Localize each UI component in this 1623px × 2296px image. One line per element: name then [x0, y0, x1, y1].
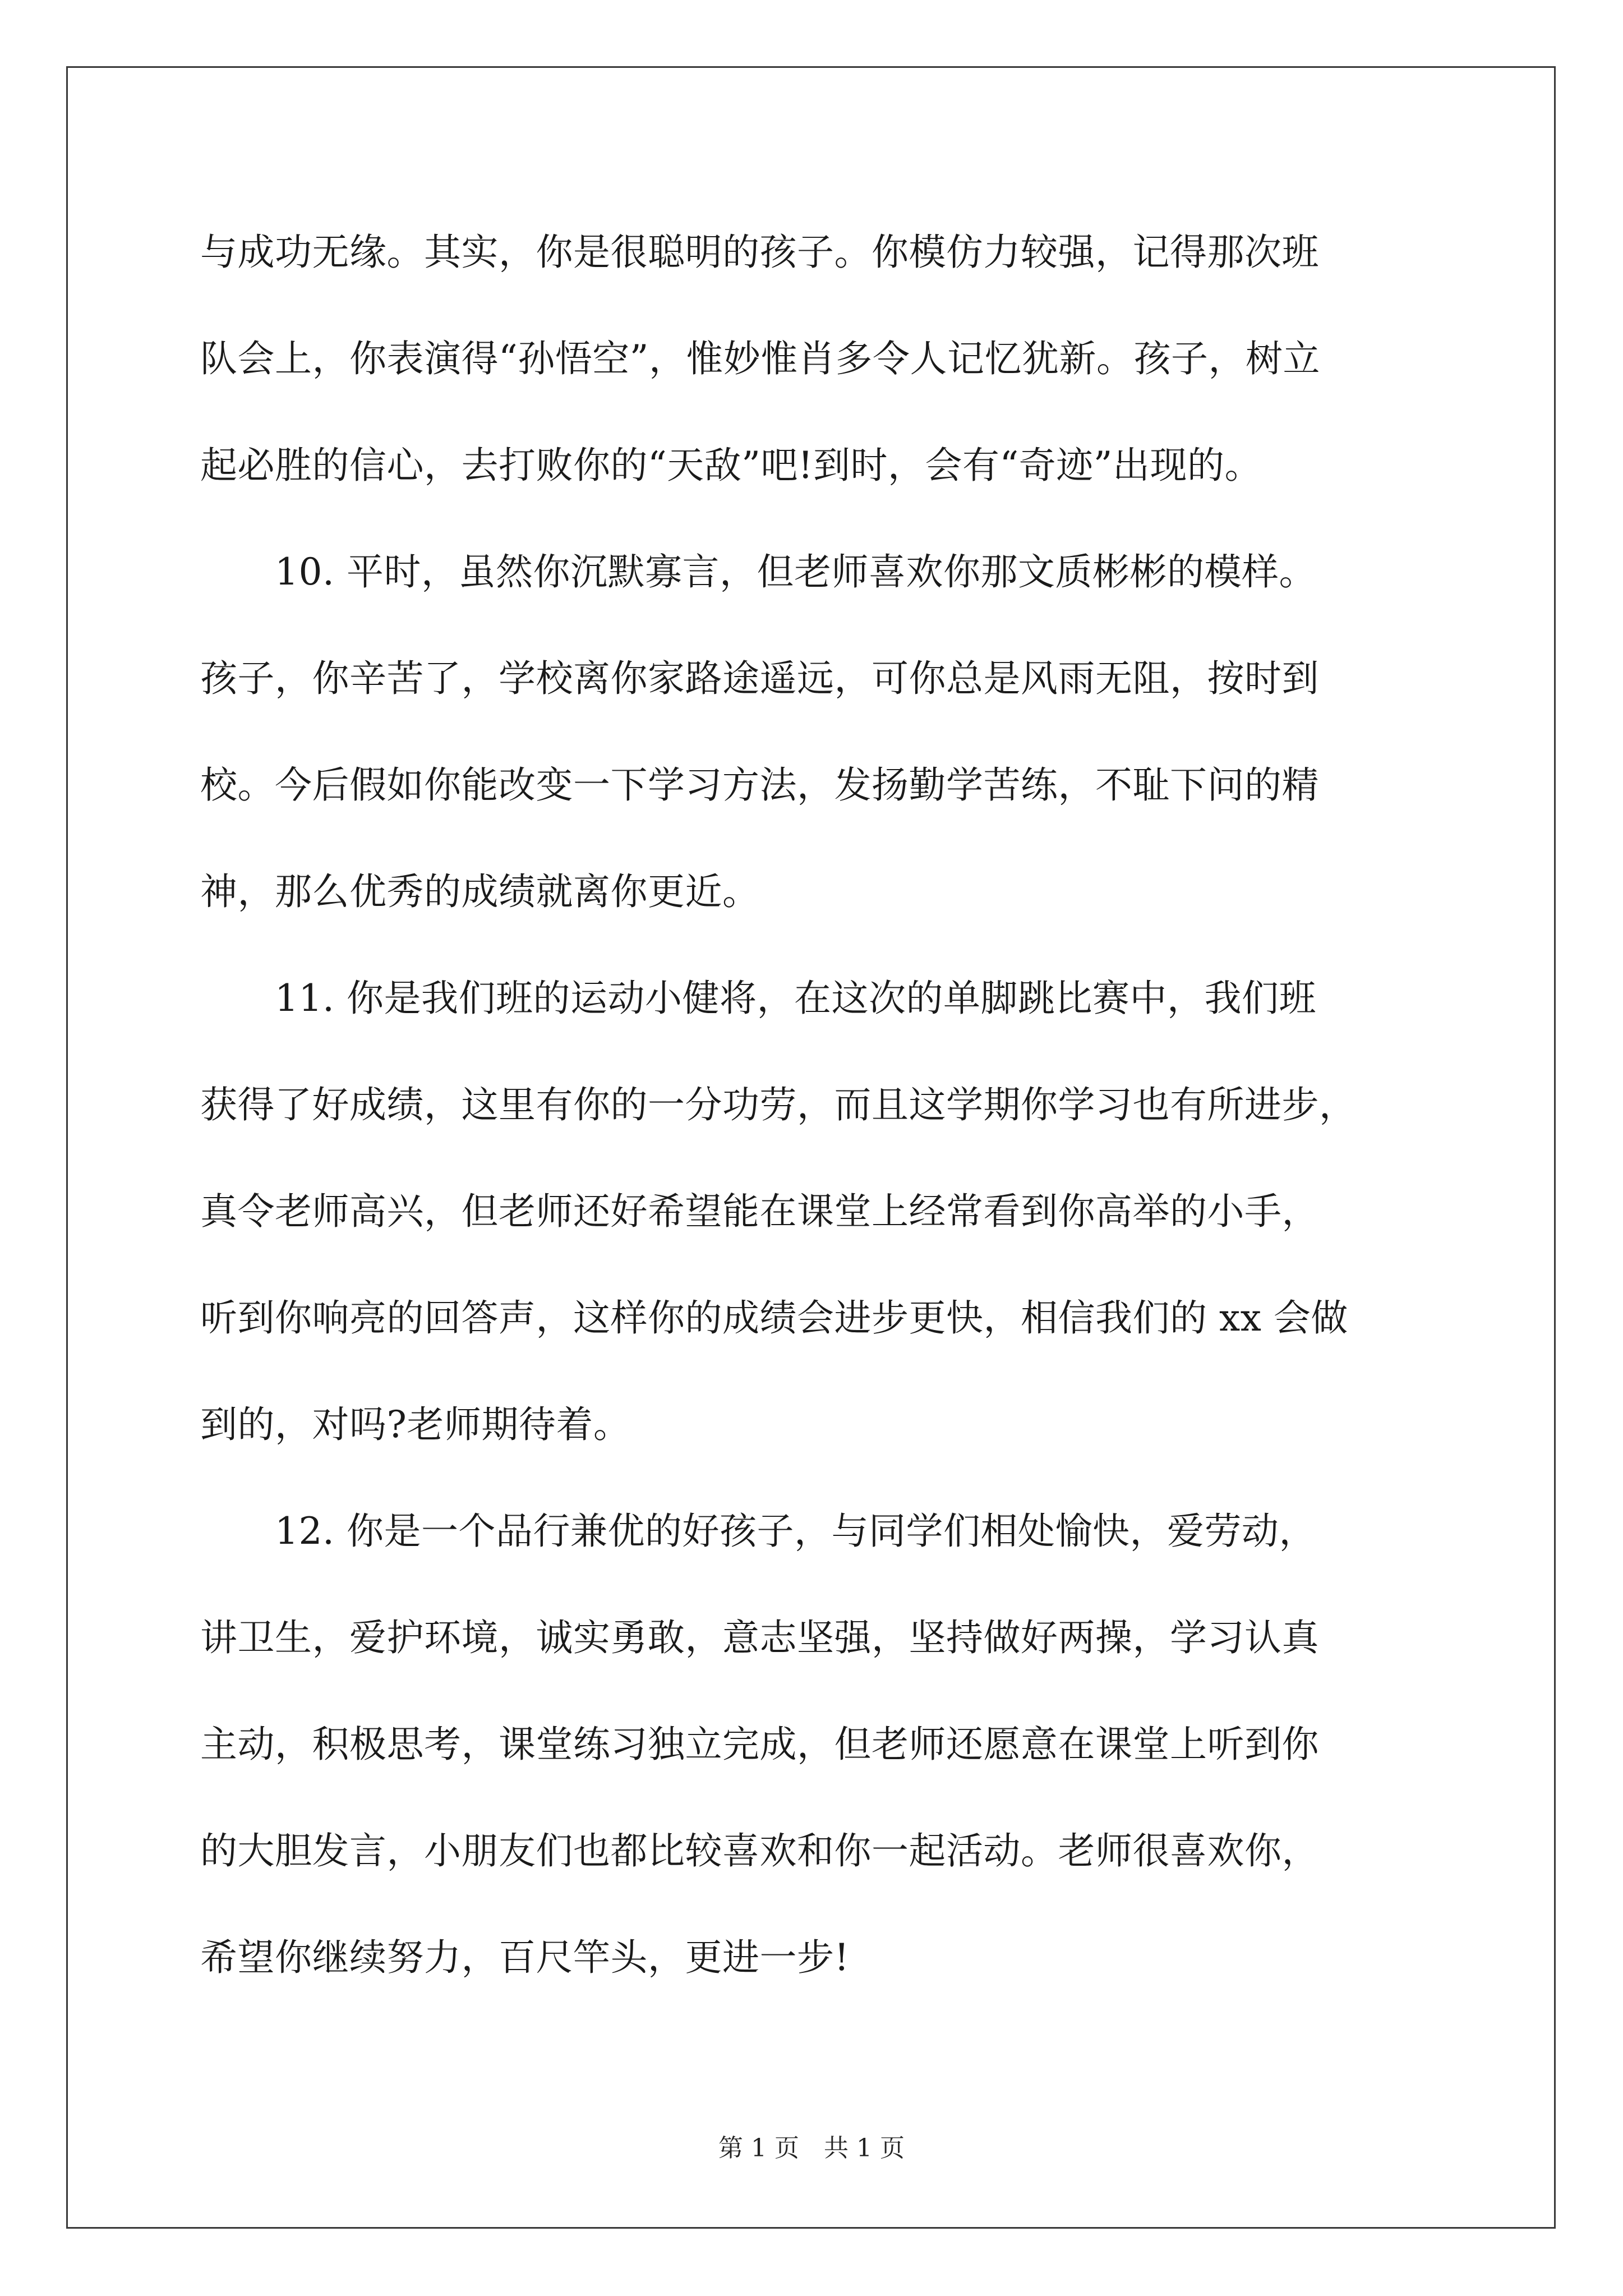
text-line: 的大胆发言，小朋友们也都比较喜欢和你一起活动。老师很喜欢你，: [200, 1829, 1319, 1872]
paragraph-12-start: 12. 你是一个品行兼优的好孩子，与同学们相处愉快，爱劳动，: [200, 1510, 1316, 1553]
text-line: 校。今后假如你能改变一下学习方法，发扬勤学苦练，不耻下问的精: [200, 763, 1319, 807]
page-footer: 第 1 页 共 1 页: [718, 2134, 905, 2162]
text-line: 起必胜的信心，去打败你的“天敌”吧!到时，会有“奇迹”出现的。: [200, 444, 1262, 487]
paragraph-10-start: 10. 平时，虽然你沉默寡言，但老师喜欢你那文质彬彬的模样。: [200, 550, 1316, 593]
text-line: 孩子，你辛苦了，学校离你家路途遥远，可你总是风雨无阻，按时到: [200, 657, 1319, 700]
text-line: 希望你继续努力，百尺竿头，更进一步!: [200, 1936, 850, 1979]
text-line: 听到你响亮的回答声，这样你的成绩会进步更快，相信我们的 xx 会做: [200, 1296, 1348, 1340]
text-line: 与成功无缘。其实，你是很聪明的孩子。你模仿力较强，记得那次班: [200, 231, 1319, 274]
paragraph-11-start: 11. 你是我们班的运动小健将，在这次的单脚跳比赛中，我们班: [200, 977, 1316, 1020]
text-line: 到的，对吗?老师期待着。: [200, 1403, 631, 1446]
text-line: 主动，积极思考，课堂练习独立完成，但老师还愿意在课堂上听到你: [200, 1723, 1319, 1766]
text-line: 讲卫生，爱护环境，诚实勇敢，意志坚强，坚持做好两操，学习认真: [200, 1616, 1319, 1659]
text-line: 队会上，你表演得“孙悟空”，惟妙惟肖多令人记忆犹新。孩子，树立: [200, 337, 1320, 380]
text-line: 真令老师高兴，但老师还好希望能在课堂上经常看到你高举的小手，: [200, 1190, 1319, 1233]
text-line: 神，那么优秀的成绩就离你更近。: [200, 870, 760, 913]
text-line: 获得了好成绩，这里有你的一分功劳，而且这学期你学习也有所进步，: [200, 1083, 1357, 1126]
